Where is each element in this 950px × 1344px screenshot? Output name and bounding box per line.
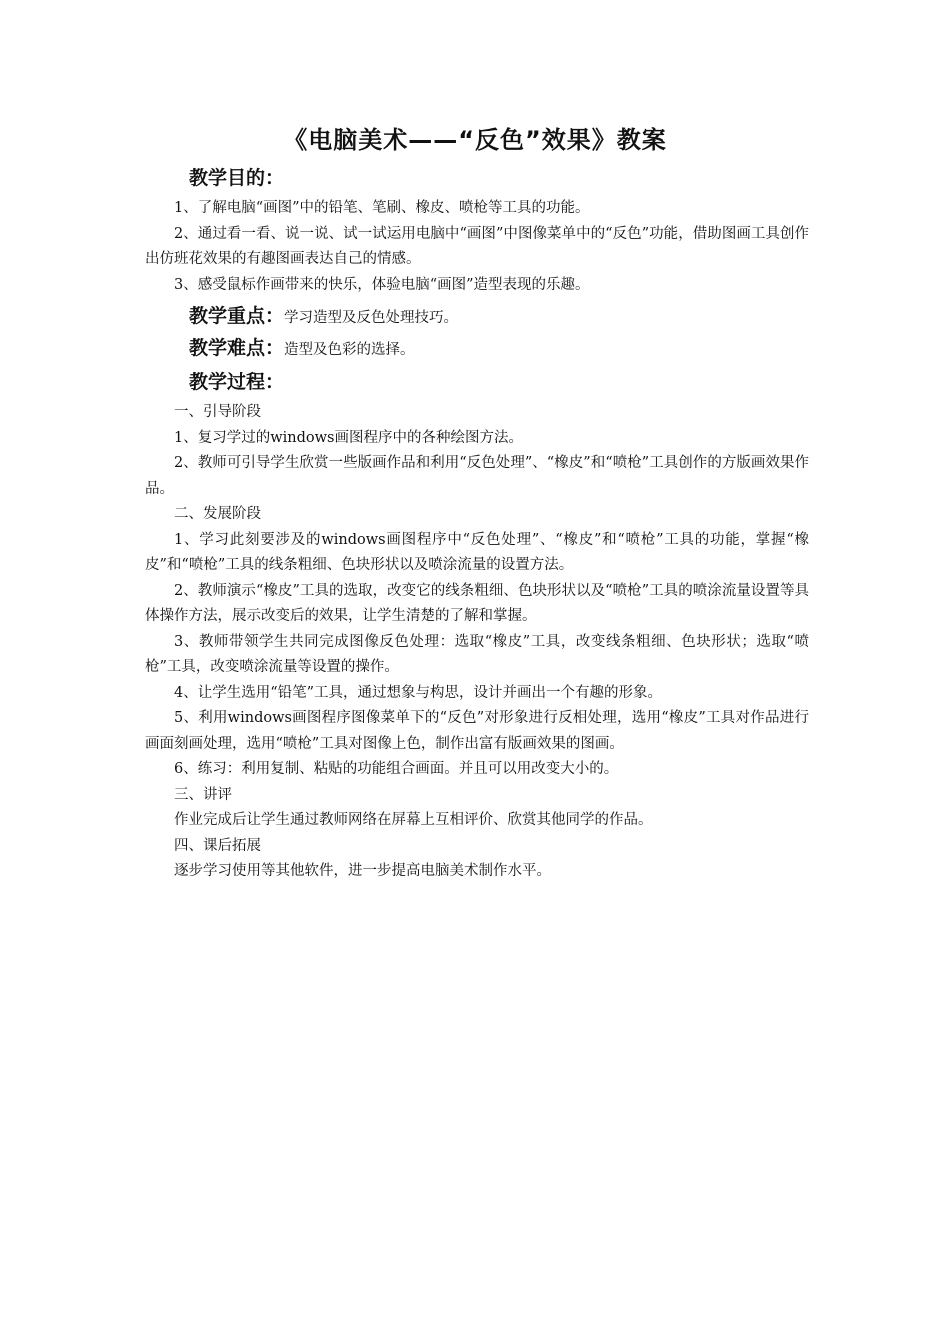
objective-item: 1、了解电脑“画图”中的铅笔、笔刷、橡皮、喷枪等工具的功能。 [174, 200, 590, 216]
objectives-heading: 教学目的： [189, 167, 285, 189]
process-paragraph: 2、教师演示“橡皮”工具的选取，改变它的线条粗细、色块形状以及“喷枪”工具的喷涂流量设置等具体操作方法，展示改变后的效果，让学生清楚的了解和掌握。 [145, 582, 809, 624]
process-paragraph: 1、学习此刻要涉及的windows画图程序中“反色处理”、“橡皮”和“喷枪”工具的功能，掌握“橡皮”和“喷枪”工具的线条粗细、色块形状以及喷涂流量的设置方法。 [145, 531, 809, 573]
process-paragraph: 1、复习学过的windows画图程序中的各种绘图方法。 [174, 429, 523, 446]
difficulty-text: 造型及色彩的选择。 [284, 342, 415, 358]
process-paragraph: 6、练习：利用复制、粘贴的功能组合画面。并且可以用改变大小的。 [174, 761, 619, 777]
objective-item: 3、感受鼠标作画带来的快乐，体验电脑“画图”造型表现的乐趣。 [174, 276, 590, 293]
objective-item: 2、通过看一看、说一说、试一试运用电脑中“画图”中图像菜单中的“反色”功能，借助图画工具创作出仿班花效果的有趣图画表达自己的情感。 [145, 225, 809, 267]
process-paragraph: 5、利用windows画图程序图像菜单下的“反色”对形象进行反相处理，选用“橡皮”工具对作品进行画面刻画处理，选用“喷枪”工具对图像上色，制作出富有版画效果的图画。 [145, 710, 809, 752]
process-paragraph: 4、让学生选用“铅笔”工具，通过想象与构思，设计并画出一个有趣的形象。 [174, 684, 663, 701]
process-heading: 教学过程： [189, 371, 285, 393]
process-paragraph: 三、讲评 [174, 786, 232, 803]
process-paragraph: 二、发展阶段 [174, 506, 261, 522]
process-paragraph: 2、教师可引导学生欣赏一些版画作品和利用“反色处理”、“橡皮”和“喷枪”工具创作的方版画效果作品。 [145, 455, 809, 497]
process-paragraph: 逐步学习使用等其他软件，进一步提高电脑美术制作水平。 [174, 863, 551, 879]
document-title: 《电脑美术——“反色”效果》教案 [283, 126, 667, 154]
key-point-text: 学习造型及反色处理技巧。 [284, 310, 459, 326]
key-point-line [145, 300, 809, 332]
process-paragraph: 四、课后拓展 [174, 837, 261, 854]
difficulty-heading: 教学难点： [189, 337, 285, 359]
key-point-heading: 教学重点： [189, 305, 285, 327]
process-paragraph: 3、教师带领学生共同完成图像反色处理：选取“橡皮”工具，改变线条粗细、色块形状；选取“喷枪”工具，改变喷涂流量等设置的操作。 [145, 633, 809, 675]
document-body [145, 162, 809, 885]
process-paragraph: 作业完成后让学生通过教师网络在屏幕上互相评价、欣赏其他同学的作品。 [174, 812, 653, 828]
difficulty-line [145, 332, 809, 364]
process-paragraph: 一、引导阶段 [174, 404, 261, 420]
